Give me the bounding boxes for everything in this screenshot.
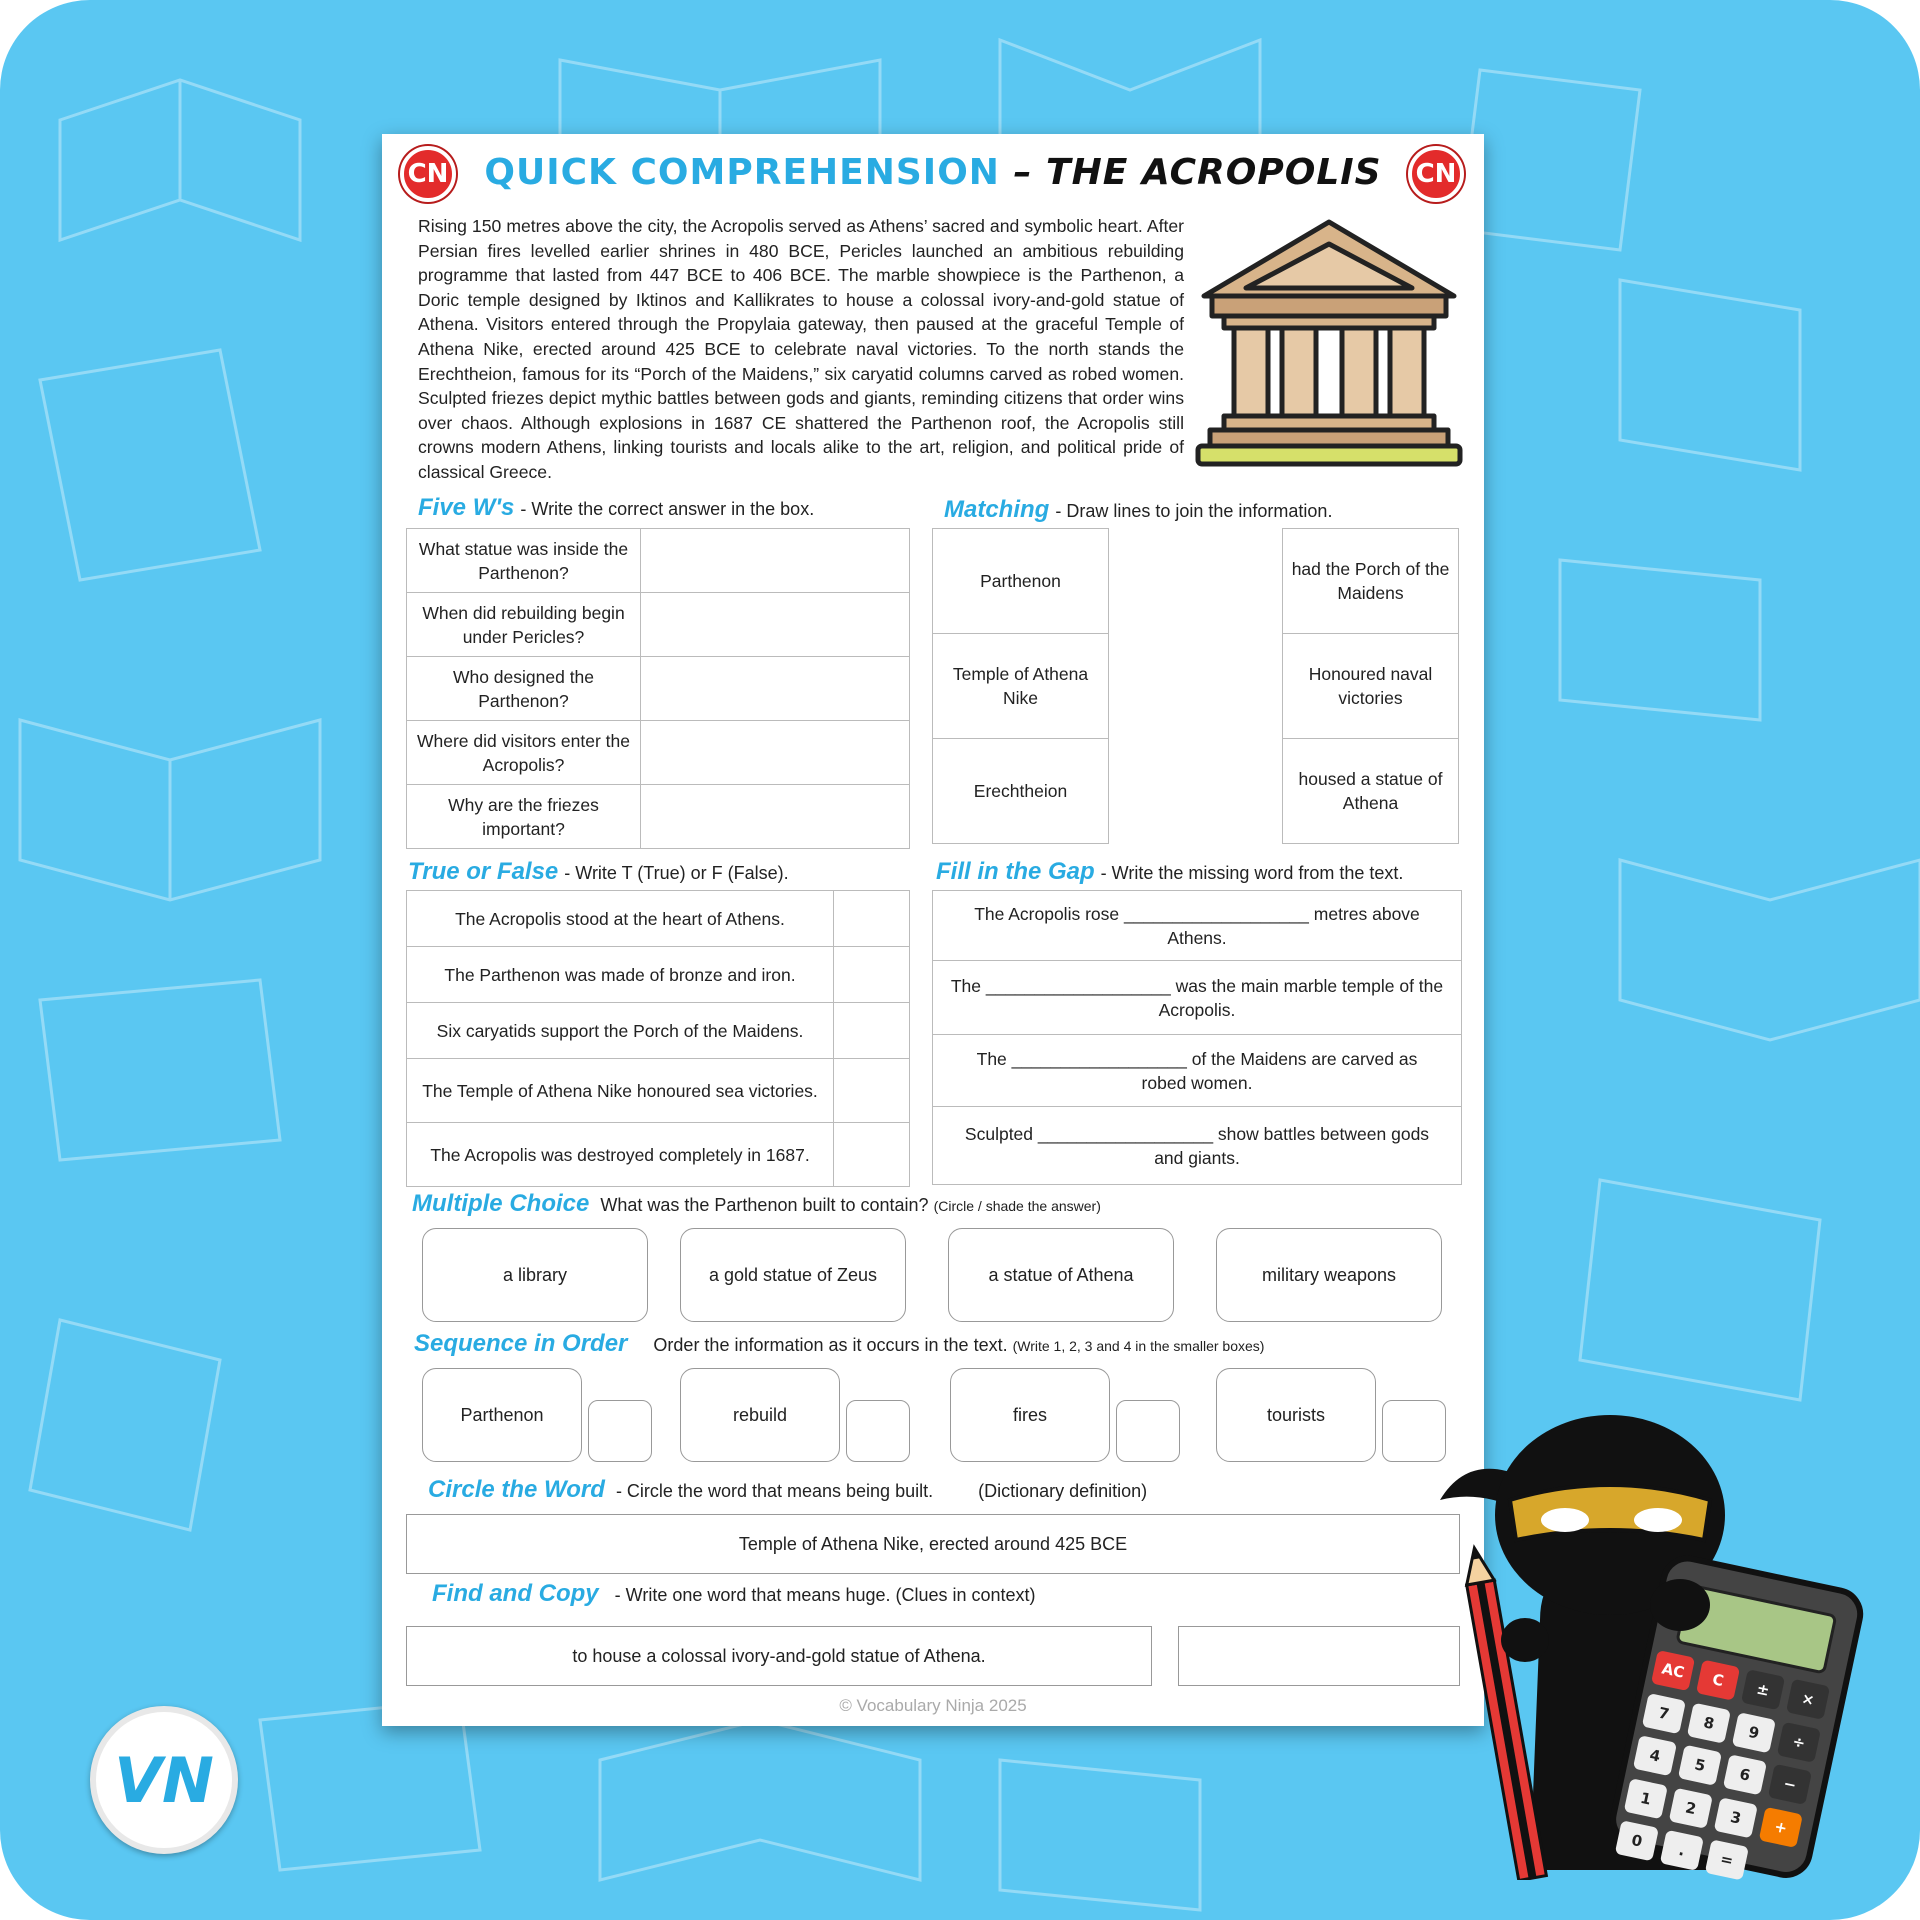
five-ws-answer-box[interactable] — [641, 721, 910, 785]
choice-option[interactable]: military weapons — [1216, 1228, 1442, 1322]
tf-answer-box[interactable] — [834, 891, 910, 947]
reading-passage: Rising 150 metres above the city, the Acropolis served as Athens’ sacred and symbolic heart. After Persian fires levelled earlier shrines in 480 BCE, Pericles launched an ambitious rebuilding programme that lasted from 447 BCE to 406 BCE. The marble showpiece is the Parthenon, a Doric temple designed by Iktinos and Kallikrates to house a colossal ivory-and-gold statue of Athena. Visitors entered through the Propylaia gateway, then paused at the graceful Temple of Athena Nike, erected around 425 BCE to celebrate naval victories. To the north stands the Erechtheion, famous for its “Porch of the Maidens,” six caryatid columns carved as robed women. Sculpted friezes depict mythic battles between gods and giants, reminding citizens that order wins over chaos. Although explosions in 1687 CE shattered the Parthenon roof, the Acropolis still crowns modern Athens, linking tourists and locals alike to the art, religion, and political pride of classical Greece. — [418, 216, 1184, 482]
find-copy-title: Find and Copy — [432, 1580, 599, 1607]
cn-logo-right: CN — [1408, 146, 1464, 202]
true-false-table — [406, 890, 910, 1187]
calc-key: 2 — [1669, 1787, 1713, 1828]
calc-key: 1 — [1624, 1778, 1668, 1819]
table-row — [933, 1035, 1462, 1107]
five-ws-question: Who designed the Parthenon? — [407, 657, 641, 721]
table-row — [407, 785, 910, 849]
multiple-choice-note: (Circle / shade the answer) — [933, 1198, 1101, 1214]
fill-gap-item[interactable]: The ___________________ was the main marble temple of the Acropolis. — [933, 961, 1462, 1035]
sequence-note: (Write 1, 2, 3 and 4 in the smaller boxes) — [1012, 1338, 1265, 1354]
five-ws-answer-box[interactable] — [641, 529, 910, 593]
circle-word-title: Circle the Word — [428, 1476, 605, 1503]
calc-key: 7 — [1642, 1693, 1686, 1734]
multiple-choice-title: Multiple Choice — [412, 1190, 590, 1217]
calc-key: 8 — [1687, 1702, 1731, 1743]
five-ws-question: When did rebuilding begin under Pericles? — [407, 593, 641, 657]
five-ws-instruction: - Write the correct answer in the box. — [520, 499, 815, 519]
sequence-instruction: Order the information as it occurs in the text. — [653, 1335, 1008, 1355]
matching-right-item[interactable]: Honoured naval victories — [1283, 634, 1459, 739]
table-row — [933, 891, 1462, 961]
calculator-keypad — [1614, 1650, 1853, 1897]
sequence-number-box[interactable] — [846, 1400, 910, 1462]
calc-key: + — [1759, 1807, 1803, 1848]
tf-answer-box[interactable] — [834, 1059, 910, 1123]
sequence-item: fires — [950, 1368, 1110, 1462]
matching-title: Matching — [944, 496, 1050, 523]
table-row — [407, 529, 910, 593]
tf-answer-box[interactable] — [834, 1003, 910, 1059]
fill-gap-item[interactable]: The Acropolis rose ___________________ metres above Athens. — [933, 891, 1462, 961]
calc-key: . — [1660, 1830, 1704, 1871]
five-ws-table — [406, 528, 910, 849]
multiple-choice-question: What was the Parthenon built to contain? — [600, 1195, 929, 1215]
calc-key: − — [1768, 1764, 1812, 1805]
title-part1: QUICK COMPREHENSION — [484, 152, 1000, 193]
table-row — [407, 593, 910, 657]
find-copy-heading — [432, 1580, 1036, 1608]
circle-word-sentence[interactable]: Temple of Athena Nike, erected around 425 BCE — [406, 1514, 1460, 1574]
circle-word-heading — [428, 1476, 1147, 1504]
fill-gap-item[interactable]: Sculpted __________________ show battles between gods and giants. — [933, 1107, 1462, 1185]
multiple-choice-heading — [412, 1190, 1101, 1218]
tf-statement: The Temple of Athena Nike honoured sea victories. — [407, 1059, 834, 1123]
table-row — [407, 947, 910, 1003]
sequence-title: Sequence in Order — [414, 1330, 628, 1357]
vn-logo: VN — [90, 1706, 238, 1854]
five-ws-title: Five W's — [418, 494, 515, 521]
calc-key: 5 — [1678, 1745, 1722, 1786]
title-part2: THE ACROPOLIS — [1046, 152, 1382, 193]
five-ws-answer-box[interactable] — [641, 785, 910, 849]
choice-option[interactable]: a gold statue of Zeus — [680, 1228, 906, 1322]
table-row — [933, 1107, 1462, 1185]
calc-key: 0 — [1615, 1821, 1659, 1862]
find-copy-instruction: - Write one word that means huge. (Clues in context) — [614, 1585, 1036, 1605]
true-false-title: True or False — [408, 858, 559, 885]
sequence-item: rebuild — [680, 1368, 840, 1462]
choice-option[interactable]: a statue of Athena — [948, 1228, 1174, 1322]
true-false-instruction: - Write T (True) or F (False). — [564, 863, 789, 883]
five-ws-question: Where did visitors enter the Acropolis? — [407, 721, 641, 785]
sequence-number-box[interactable] — [1116, 1400, 1180, 1462]
calc-key: AC — [1651, 1650, 1695, 1691]
sequence-heading — [414, 1330, 1264, 1358]
table-row — [407, 1003, 910, 1059]
temple-icon — [1194, 214, 1464, 476]
tf-statement: The Acropolis stood at the heart of Athens. — [407, 891, 834, 947]
tf-answer-box[interactable] — [834, 947, 910, 1003]
matching-right-item[interactable]: housed a statue of Athena — [1283, 739, 1459, 844]
five-ws-question: What statue was inside the Parthenon? — [407, 529, 641, 593]
circle-word-note: (Dictionary definition) — [978, 1481, 1148, 1501]
table-row — [407, 721, 910, 785]
fill-gap-item[interactable]: The __________________ of the Maidens are carved as robed women. — [933, 1035, 1462, 1107]
matching-right-column — [1282, 528, 1459, 844]
tf-answer-box[interactable] — [834, 1123, 910, 1187]
page-title — [382, 152, 1484, 193]
tf-statement: The Parthenon was made of bronze and iron. — [407, 947, 834, 1003]
find-copy-sentence: to house a colossal ivory-and-gold statue of Athena. — [406, 1626, 1152, 1686]
matching-left-column — [932, 528, 1109, 844]
worksheet — [382, 134, 1484, 1726]
table-row — [407, 891, 910, 947]
calc-key: C — [1696, 1660, 1740, 1701]
matching-right-item[interactable]: had the Porch of the Maidens — [1283, 529, 1459, 634]
calc-key: ± — [1741, 1669, 1785, 1710]
five-ws-answer-box[interactable] — [641, 593, 910, 657]
title-sep: – — [999, 152, 1047, 193]
calc-key: 9 — [1732, 1712, 1776, 1753]
five-ws-question: Why are the friezes important? — [407, 785, 641, 849]
matching-left-item[interactable]: Erechtheion — [933, 739, 1109, 844]
calc-key: ÷ — [1777, 1721, 1821, 1762]
sequence-number-box[interactable] — [588, 1400, 652, 1462]
calc-key: = — [1705, 1840, 1749, 1881]
table-row — [407, 1059, 910, 1123]
matching-left-item[interactable]: Parthenon — [933, 529, 1109, 634]
true-false-heading — [408, 858, 789, 886]
matching-left-item[interactable]: Temple of Athena Nike — [933, 634, 1109, 739]
calc-key: 4 — [1633, 1735, 1677, 1776]
circle-word-instruction: - Circle the word that means being built. — [615, 1481, 934, 1501]
sequence-item: Parthenon — [422, 1368, 582, 1462]
five-ws-answer-box[interactable] — [641, 657, 910, 721]
find-copy-answer-box[interactable] — [1178, 1626, 1460, 1686]
table-row — [933, 961, 1462, 1035]
tf-statement: The Acropolis was destroyed completely in 1687. — [407, 1123, 834, 1187]
fill-gap-instruction: - Write the missing word from the text. — [1100, 863, 1404, 883]
matching-heading — [944, 496, 1332, 524]
fill-gap-heading — [936, 858, 1403, 886]
cn-logo-left: CN — [400, 146, 456, 202]
tf-statement: Six caryatids support the Porch of the Maidens. — [407, 1003, 834, 1059]
table-row — [407, 1123, 910, 1187]
fill-gap-table — [932, 890, 1462, 1185]
calc-key: × — [1786, 1679, 1830, 1720]
choice-option[interactable]: a library — [422, 1228, 648, 1322]
calc-key: 3 — [1714, 1797, 1758, 1838]
sequence-item: tourists — [1216, 1368, 1376, 1462]
copyright-footer: © Vocabulary Ninja 2025 — [839, 1696, 1027, 1715]
five-ws-heading — [418, 494, 814, 522]
table-row — [407, 657, 910, 721]
calc-key: 6 — [1723, 1754, 1767, 1795]
fill-gap-title: Fill in the Gap — [936, 858, 1095, 885]
matching-instruction: - Draw lines to join the information. — [1055, 501, 1333, 521]
